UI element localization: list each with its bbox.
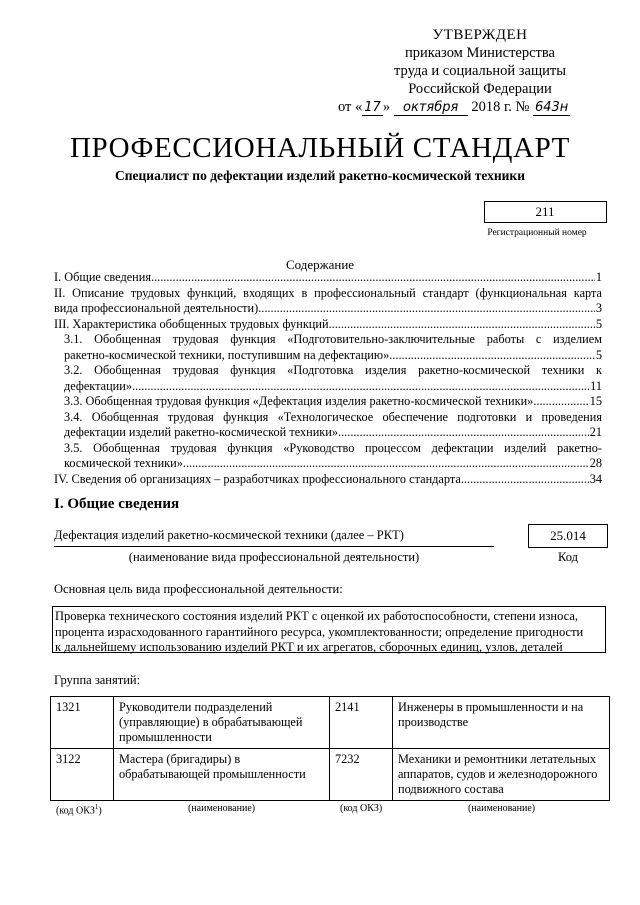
approval-line-2: приказом Министерства	[405, 45, 555, 61]
order-day: 17	[364, 100, 381, 115]
approval-line-4: Российской Федерации	[408, 81, 552, 97]
toc-item[interactable]: III. Характеристика обобщенных трудовых функций ..... 5	[54, 317, 602, 333]
toc-item[interactable]: 3.2. Обобщенная трудовая функция «Подготовка изделия ракетно-космической техники к дефектации» ..... 11	[54, 363, 602, 394]
footnote-marker[interactable]: 1	[94, 803, 99, 811]
section-heading: I. Общие сведения	[54, 496, 180, 512]
document-title: ПРОФЕССИОНАЛЬНЫЙ СТАНДАРТ	[70, 132, 570, 164]
order-line	[338, 98, 610, 116]
approval-line-3: труда и социальной защиты	[394, 63, 566, 79]
order-year: 2018 г. №	[471, 99, 530, 115]
document-subtitle: Специалист по дефектации изделий ракетно-космической техники	[115, 168, 525, 183]
toc-item[interactable]: 3.1. Обобщенная трудовая функция «Подготовительно-заключительные работы с изделием ракетно-космической техники, поступившим на дефектацию» ..... 5	[54, 332, 602, 363]
okz-code: 3122	[51, 749, 114, 801]
approval-title: УТВЕРЖДЕН	[432, 27, 528, 43]
goal-box	[52, 606, 606, 653]
toc-item[interactable]: II. Описание трудовых функций, входящих в профессиональный стандарт (функциональная карта вида профессиональной деятельности) ..... 3	[54, 286, 602, 317]
occupation-name: Инженеры в промышленности и на производстве	[393, 697, 610, 749]
occupation-table	[50, 696, 610, 801]
okz-code: 2141	[330, 697, 393, 749]
occupation-name: Мастера (бригадиры) в обрабатывающей промышленности	[114, 749, 330, 801]
goal-line: к дальнейшему использованию изделий РКТ и их агрегатов, сборочных единиц, узлов, деталей	[55, 640, 563, 654]
toc-item[interactable]: 3.4. Обобщенная трудовая функция «Технологическое обеспечение подготовки и проведения дефектации изделий ракетно-космической техники» ..... 21	[54, 410, 602, 441]
order-month: октября	[394, 101, 468, 116]
toc-item[interactable]: 3.3. Обобщенная трудовая функция «Дефектация изделия ракетно-космической техники» ..... 15	[54, 394, 602, 410]
footer-name-label-2: (наименование)	[468, 803, 536, 814]
activity-code: 25.014	[528, 524, 608, 548]
activity-label: (наименование вида профессиональной деятельности)	[128, 550, 420, 564]
group-heading: Группа занятий:	[54, 673, 141, 687]
activity-underline	[54, 546, 494, 547]
footer-code-label-2: (код ОКЗ)	[340, 803, 383, 814]
table-row	[51, 697, 610, 749]
toc-item[interactable]: 3.5. Обобщенная трудовая функция «Руководство процессом дефектации изделий ракетно- космической техники» ..... 28	[54, 441, 602, 472]
toc-item[interactable]: I. Общие сведения ..... 1	[54, 270, 602, 286]
code-label: Код	[558, 550, 578, 564]
toc-list	[54, 270, 602, 487]
goal-heading: Основная цель вида профессиональной деятельности:	[54, 582, 343, 596]
footer-name-label-1: (наименование)	[188, 803, 256, 814]
order-mid: »	[382, 99, 391, 115]
goal-line: процента израсходованного гарантийного ресурса, укомплектованности; определение пригодности	[55, 624, 584, 639]
registration-label: Регистрационный номер	[487, 228, 587, 238]
goal-line: Проверка технического состояния изделий РКТ с оценкой их работоспособности, степени износа,	[55, 609, 579, 623]
toc-heading: Содержание	[285, 257, 355, 272]
order-prefix: от «	[338, 99, 363, 115]
okz-code: 7232	[330, 749, 393, 801]
occupation-name: Механики и ремонтники летательных аппаратов, судов и железнодорожного подвижного состава	[393, 749, 610, 801]
activity-name: Дефектация изделий ракетно-космической техники (далее – РКТ)	[54, 528, 404, 542]
registration-number: 211	[484, 201, 607, 223]
approval-block	[338, 26, 610, 116]
order-number: 643н	[534, 100, 569, 115]
table-row	[51, 749, 610, 801]
okz-code: 1321	[51, 697, 114, 749]
footer-code-label-1: (код ОКЗ$^1$)	[56, 803, 102, 817]
toc-item[interactable]: IV. Сведения об организациях – разработчиках профессионального стандарта ..... 34	[54, 472, 602, 488]
occupation-name: Руководители подразделений (управляющие) в обрабатывающей промышленности	[114, 697, 330, 749]
